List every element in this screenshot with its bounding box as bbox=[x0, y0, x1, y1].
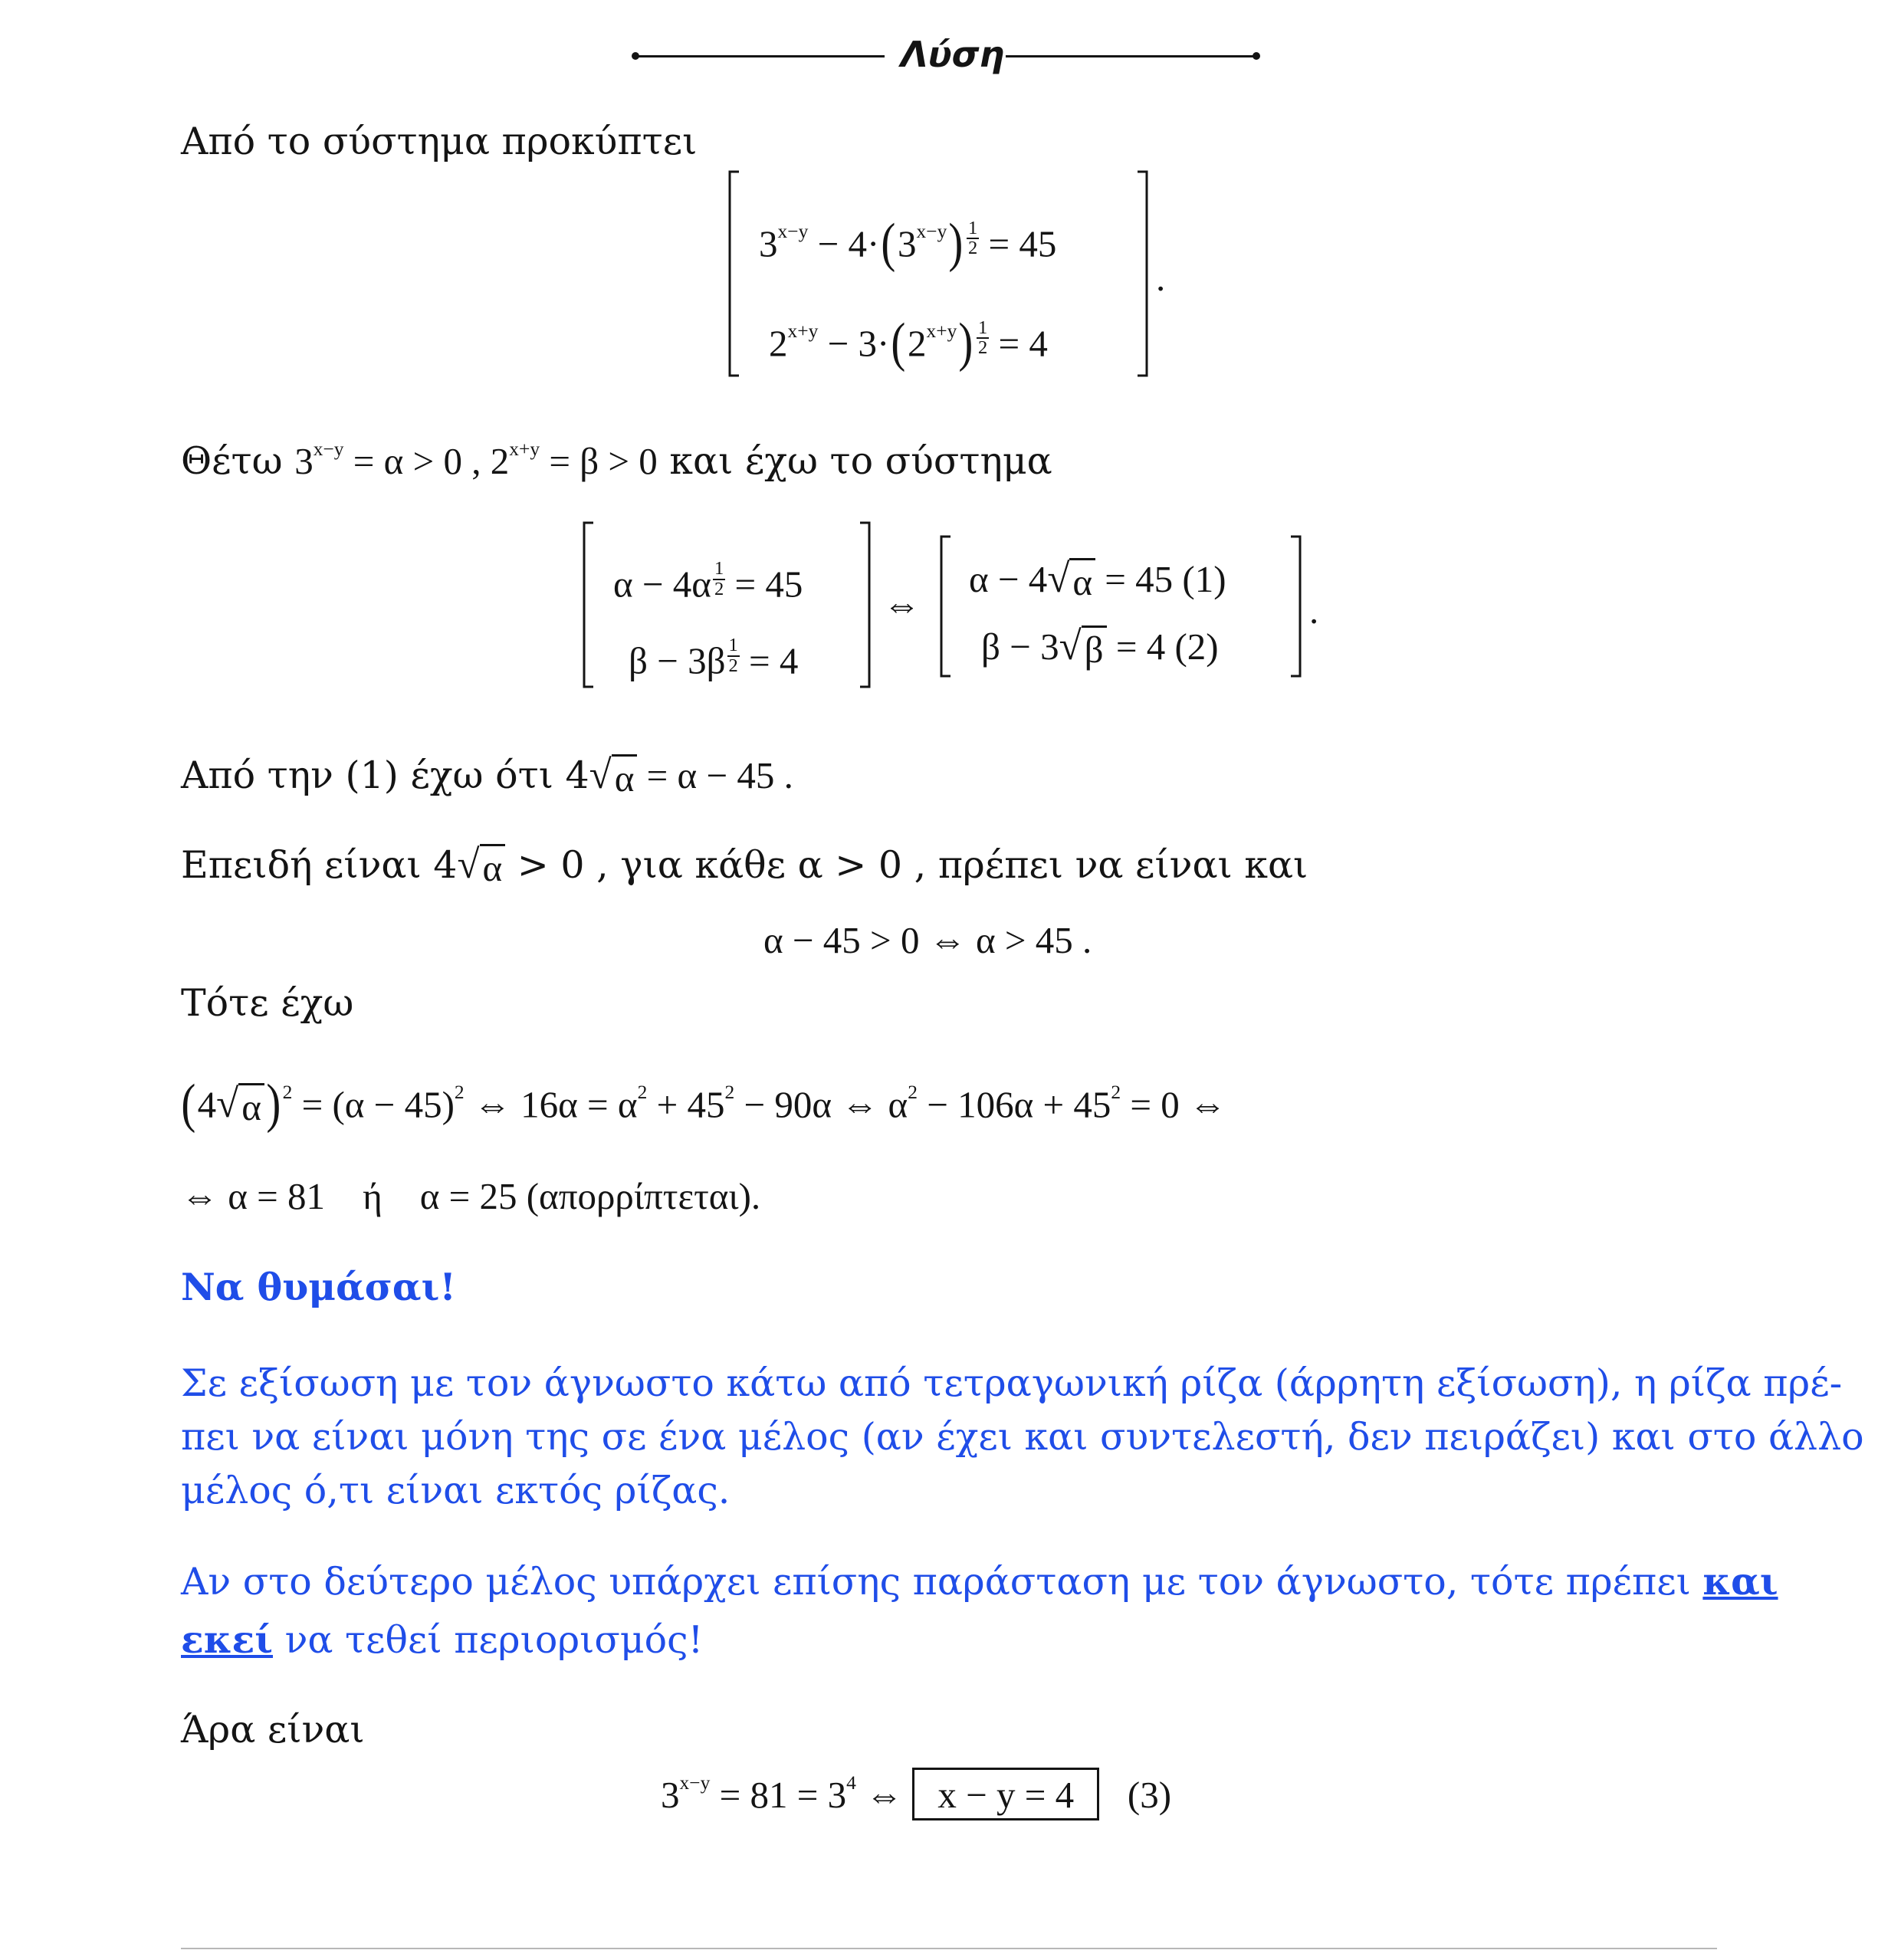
squared-equation: (4 √ α )$^2 = (\alpha - 45)^2$ ⇔ $16\alpha = \alpha^2 + 45^2 - 90\alpha$ ⇔ $\alpha^2 - 106\alpha + 45^2 = 0$ ⇔ bbox=[181, 1074, 1227, 1134]
system1-left-bracket bbox=[725, 170, 744, 377]
substitution-line: Θέτω $3^{x-y} = \alpha > 0$ , $2^{x+y} = \beta > 0$ και έχω το σύστημα bbox=[181, 437, 1052, 483]
system2-left-bracket-b bbox=[937, 535, 955, 678]
condition-line: α − 45 > 0 ⇔ α > 45 . bbox=[763, 919, 1092, 961]
system1-row1: $3^{x-y} - 4\cdot(3^{x-y})$ $\frac{1}{2}$ = 45 bbox=[759, 213, 1057, 273]
remember-p1-line3: μέλος ό,τι είναι εκτός ρίζας. bbox=[181, 1469, 731, 1512]
system2-right-bracket-a bbox=[855, 521, 874, 688]
system2-right-bracket-b bbox=[1286, 535, 1305, 678]
remember-title: Να θυμάσαι! bbox=[181, 1265, 456, 1309]
solution-line: ⇔ α = 81 ή α = 25 (απορρίπτεται). bbox=[181, 1175, 761, 1217]
system1-period: . bbox=[1156, 257, 1166, 299]
system2-period: . bbox=[1309, 589, 1319, 632]
system2-right-row1: α − 4 √ α = 45 (1) bbox=[969, 555, 1226, 606]
system2-left-row2: β − 3β $\frac{1}{2}$ = 4 bbox=[629, 635, 799, 682]
remember-p1-line1: Σε εξίσωση με τον άγνωστο κάτω από τετραγωνική ρίζα (άρρητη εξίσωση), η ρίζα πρέ- bbox=[181, 1361, 1843, 1405]
boxed-result: x − y = 4 bbox=[912, 1768, 1099, 1820]
system2-equivalence: ⇔ bbox=[883, 583, 921, 625]
remember-p2-line1: Αν στο δεύτερο μέλος υπάρχει επίσης παράσταση με τον άγνωστο, τότε πρέπει και bbox=[181, 1559, 1778, 1604]
header-rule-right bbox=[1006, 55, 1256, 57]
system2-left-row1: α − 4α $\frac{1}{2}$ = 45 bbox=[613, 558, 803, 606]
system1-right-bracket bbox=[1133, 170, 1151, 377]
system2-right-row2: β − 3 √ β = 4 (2) bbox=[981, 622, 1219, 673]
header-rule-left bbox=[635, 55, 885, 57]
from-eq1-line: Από την (1) έχω ότι 4 √ α = α − 45 . bbox=[181, 751, 793, 802]
remember-p2-line2: εκεί να τεθεί περιορισμός! bbox=[181, 1617, 704, 1662]
header-rule-right-dot bbox=[1253, 52, 1260, 60]
intro-text: Από το σύστημα προκύπτει bbox=[181, 120, 698, 163]
footer-rule bbox=[181, 1948, 1717, 1949]
remember-p1-line2: πει να είναι μόνη της σε ένα μέλος (αν έχει και συντελεστή, δεν πειράζει) και στο άλλο bbox=[181, 1415, 1864, 1459]
final-equation: $3^{x-y} = 81 = 3^4$ ⇔ x − y = 4 (3) bbox=[661, 1768, 1171, 1820]
system2-left-bracket-a bbox=[579, 521, 598, 688]
then-text: Τότε έχω bbox=[181, 981, 354, 1025]
therefore-text: Άρα είναι bbox=[181, 1708, 365, 1752]
system1-row2: $2^{x+y} - 3\cdot(2^{x+y})$ $\frac{1}{2}$ = 4 bbox=[769, 313, 1048, 373]
since-line: Επειδή είναι 4 √ α > 0 , για κάθε α > 0 , πρέπει να είναι και bbox=[181, 841, 1308, 891]
section-title: Λύση bbox=[901, 34, 1005, 75]
